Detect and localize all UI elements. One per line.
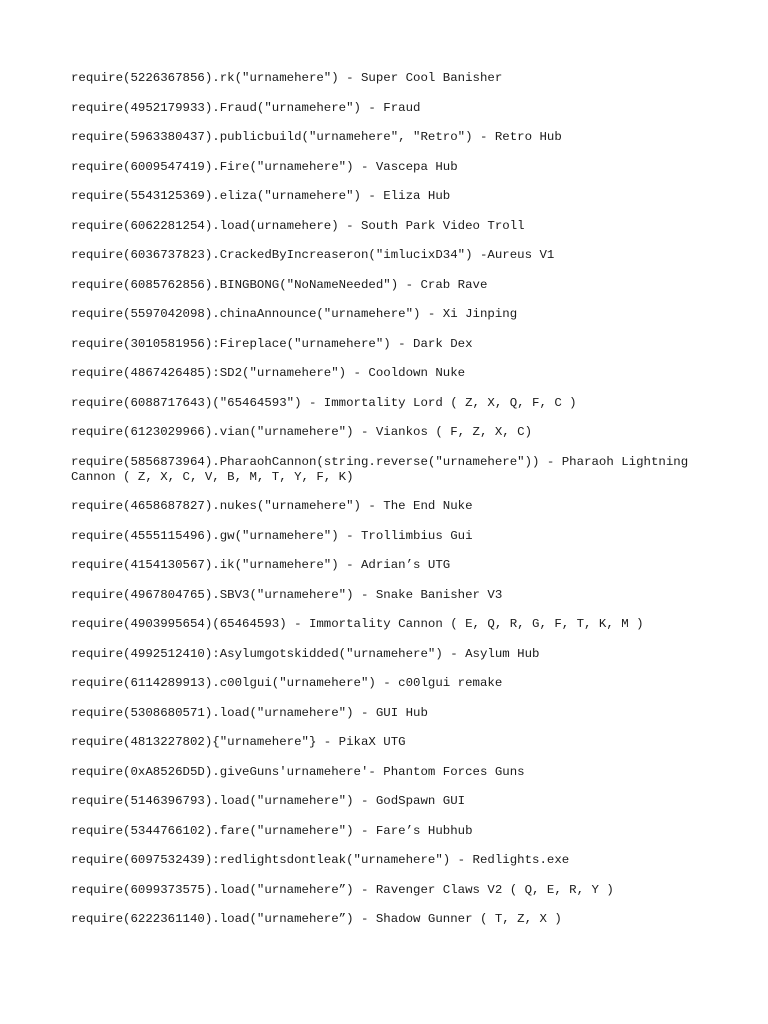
script-line: require(5856873964).PharaohCannon(string.reverse("urnamehere")) - Pharaoh Lightning Cannon ( Z, X, C, V, B, M, T, Y, F, K) <box>71 454 696 484</box>
script-line: require(3010581956):Fireplace("urnamehere") - Dark Dex <box>71 336 473 351</box>
script-line: require(5226367856).rk("urnamehere") - Super Cool Banisher <box>71 71 503 85</box>
script-line: require(6114289913).c00lgui("urnamehere") - c00lgui remake <box>71 676 503 690</box>
script-line: require(5543125369).eliza("urnamehere") - Eliza Hub <box>71 189 451 203</box>
document-page <box>71 71 711 942</box>
script-line: require(4658687827).nukes("urnamehere") - The End Nuke <box>71 499 473 513</box>
script-line: require(4952179933).Fraud("urnamehere") - Fraud <box>71 100 421 115</box>
script-line: require(5344766102).fare("urnamehere") - Fare’s Hubhub <box>71 823 473 838</box>
script-line: require(5597042098).chinaAnnounce("urnamehere") - Xi Jinping <box>71 307 518 321</box>
script-line: require(6085762856).BINGBONG("NoNameNeeded") - Crab Rave <box>71 277 488 292</box>
script-line: require(4867426485):SD2("urnamehere") - Cooldown Nuke <box>71 366 466 380</box>
script-line: require(5963380437).publicbuild("urnamehere", "Retro") - Retro Hub <box>71 130 562 144</box>
script-line: require(4555115496).gw("urnamehere") - Trollimbius Gui <box>71 528 473 543</box>
script-line: require(6088717643)("65464593") - Immortality Lord ( Z, X, Q, F, C ) <box>71 395 577 410</box>
script-line: require(5308680571).load("urnamehere") - GUI Hub <box>71 705 428 720</box>
script-line: require(4154130567).ik("urnamehere") - Adrian’s UTG <box>71 558 451 572</box>
script-line: require(6062281254).load(urnamehere) - South Park Video Troll <box>71 218 525 233</box>
script-line: require(6123029966).vian("urnamehere") - Viankos ( F, Z, X, C) <box>71 425 533 439</box>
script-line: require(6009547419).Fire("urnamehere") - Vascepa Hub <box>71 159 458 174</box>
script-line: require(4992512410):Asylumgotskidded("urnamehere") - Asylum Hub <box>71 646 540 661</box>
script-line: require(0xA8526D5D).giveGuns'urnamehere'- Phantom Forces Guns <box>71 764 525 779</box>
script-line: require(4967804765).SBV3("urnamehere") - Snake Banisher V3 <box>71 587 503 602</box>
script-line: require(6099373575).load("urnamehere”) - Ravenger Claws V2 ( Q, E, R, Y ) <box>71 882 614 897</box>
script-line: require(5146396793).load("urnamehere") - GodSpawn GUI <box>71 794 466 808</box>
script-line: require(6222361140).load("urnamehere”) - Shadow Gunner ( T, Z, X ) <box>71 912 562 926</box>
script-line: require(6097532439):redlightsdontleak("urnamehere") - Redlights.exe <box>71 853 570 867</box>
script-line: require(4903995654)(65464593) - Immortality Cannon ( E, Q, R, G, F, T, K, M ) <box>71 617 644 631</box>
script-line: require(6036737823).CrackedByIncreaseron("imlucixD34") -Aureus V1 <box>71 248 555 262</box>
script-line: require(4813227802){"urnamehere"} - PikaX UTG <box>71 735 406 749</box>
